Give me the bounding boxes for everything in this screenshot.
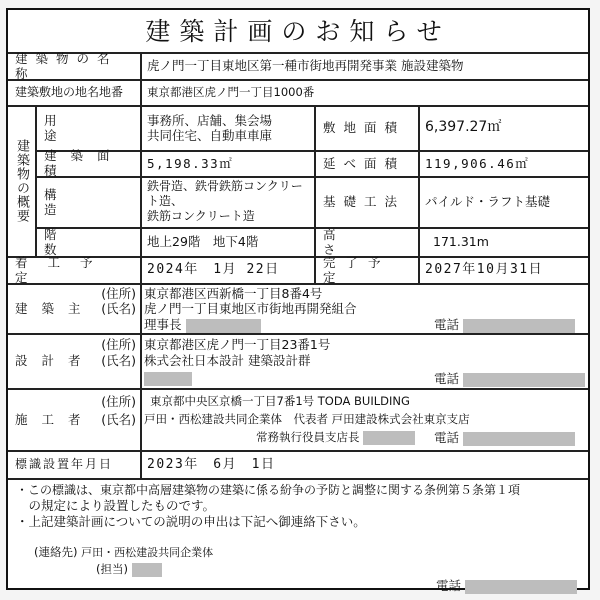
- foundation-value: パイルド・ラフト基礎: [425, 194, 551, 209]
- redacted-phone: [463, 432, 575, 446]
- overview-label: 建築物の概要: [14, 138, 29, 223]
- structure-label: 構造: [44, 186, 115, 217]
- start-value: 2024年 1月 22日: [147, 262, 280, 277]
- designer-label: 設計者: [15, 353, 95, 368]
- designer-label-cell: (住所) (氏名) 設計者: [15, 337, 136, 368]
- redacted-name: [363, 431, 415, 445]
- site-label: 建築敷地の地名地番: [15, 84, 124, 99]
- redacted-phone: [465, 580, 577, 594]
- owner-label-cell: (住所) (氏名) 建築主: [15, 286, 136, 316]
- floor-area-label: 延べ面積: [323, 155, 406, 171]
- notice-title: 建築計画のお知らせ: [145, 16, 451, 46]
- floors-value: 地上29階 地下4階: [147, 234, 259, 249]
- builder-value: 東京都中央区京橋一丁目7番1号 TODA BUILDING 戸田・西松建設共同企業体 代表者 戸田建設株式会社東京支店 常務執行役員支店長 電話: [144, 388, 588, 450]
- building-name-label: 建築物の名称: [15, 50, 118, 81]
- posted-value: 2023年 6月 1日: [147, 456, 276, 472]
- height-label: 高さ: [323, 226, 396, 257]
- building-area-label: 建築面積: [44, 148, 124, 178]
- structure-value: 鉄骨造、鉄骨鉄筋コンクリート造、 鉄筋コンクリート造: [147, 179, 303, 223]
- redacted-phone: [463, 319, 575, 333]
- builder-label-cell: (住所) (氏名) 施工者: [15, 394, 136, 427]
- building-name-value: 虎ノ門一丁目東地区第一種市街地再開発事業 施設建築物: [147, 58, 464, 73]
- owner-value: 東京都港区西新橋一丁目8番4号 虎ノ門一丁目東地区市街地再開発組合 理事長 電話: [144, 283, 588, 333]
- floors-label: 階数: [44, 226, 115, 257]
- posted-label: 標識設置年月日: [15, 456, 114, 471]
- building-area-value: 5,198.33㎡: [147, 155, 234, 171]
- redacted-phone: [463, 373, 585, 387]
- use-value: 事務所、店舗、集会場 共同住宅、自動車車庫: [147, 112, 273, 143]
- foundation-label: 基礎工法: [323, 194, 406, 209]
- site-area-label: 敷地面積: [323, 120, 406, 135]
- height-value: 171.31m: [433, 234, 489, 249]
- designer-value: 東京都港区虎ノ門一丁目23番1号 株式会社日本設計 建築設計群 電話: [144, 333, 588, 388]
- floor-area-value: 119,906.46㎡: [425, 155, 530, 171]
- notes: ・この標識は、東京都中高層建築物の建築に係る紛争の予防と調整に関する条例第５条第１項 の規定により設置したものです。 ・上記建築計画についての説明の申出は下記へ御連絡下さい。 (連絡先) 戸田・西松建設共同企業体 (担当) 電話: [16, 482, 586, 582]
- builder-label: 施工者: [15, 412, 95, 427]
- use-label: 用途: [44, 112, 115, 143]
- start-label: 着工予定: [15, 254, 113, 285]
- end-value: 2027年10月31日: [425, 262, 544, 277]
- owner-label: 建築主: [15, 301, 95, 316]
- end-label: 完了予定: [323, 254, 391, 285]
- redacted-name: [144, 372, 192, 386]
- site-value: 東京都港区虎ノ門一丁目1000番: [147, 84, 315, 99]
- building-notice-board: [6, 8, 590, 593]
- redacted-name: [186, 319, 261, 333]
- site-area-value: 6,397.27㎡: [425, 119, 502, 135]
- redacted-person: [132, 563, 162, 577]
